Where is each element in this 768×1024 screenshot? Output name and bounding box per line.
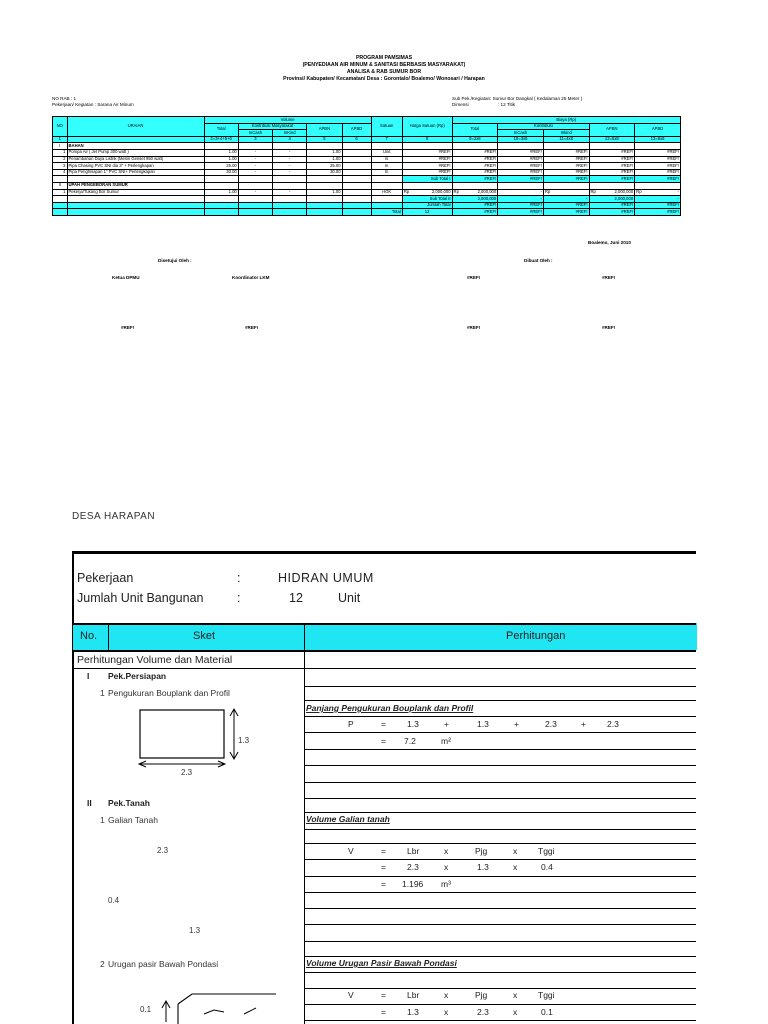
jumlah-colon: :: [237, 591, 241, 605]
cell-uraian: Penambahan Daya Listrik (Mesin Genset 950 watt): [67, 156, 204, 163]
row2-harga: [402, 189, 452, 196]
table-row: [53, 163, 681, 170]
calc3-r1-5: x: [513, 990, 518, 1000]
subtotal1-v1: #REF!: [452, 176, 498, 183]
calc1-r1-4: 1.3: [477, 719, 489, 729]
sec1-title: BAHAN: [67, 143, 204, 150]
row2-biaya-apbd-value: -: [677, 189, 679, 195]
cell-a: #REF!: [498, 163, 544, 170]
row2-rp4: Rp: [590, 189, 596, 195]
grid-line: [305, 859, 696, 860]
cell-b: #REF!: [543, 156, 589, 163]
calc1-r2-0: =: [381, 736, 386, 746]
num-2: 2=3+4+5+6: [204, 136, 238, 143]
calc2-r1-2: Lbr: [407, 846, 420, 856]
cell-harga: #REF!: [402, 163, 452, 170]
sec2-no-lower: II: [87, 798, 92, 808]
subtotal1-label: Sub Total I: [402, 176, 452, 183]
calc1-r2-1: 7.2: [404, 736, 416, 746]
jumlah-total-label: Jumlah Total: [402, 202, 452, 209]
dimensi-label: Dimensi: [452, 102, 469, 107]
calc2-r2-0: =: [381, 862, 386, 872]
header-band: [73, 623, 697, 650]
col-no: No.: [80, 630, 98, 642]
cell-sat: m: [371, 169, 402, 176]
place-date: Boalemo, Juni 2010: [588, 240, 631, 245]
band-top: [72, 623, 696, 625]
calc2-r2-2: x: [444, 862, 449, 872]
cell-d: #REF!: [635, 169, 681, 176]
num-blank: [67, 136, 204, 143]
cell-t: #REF!: [452, 149, 498, 156]
cell-kontrib: -: [273, 169, 307, 176]
dim-e: 1.3: [189, 926, 201, 935]
item2-no: 1: [100, 815, 105, 825]
th-uraian: URAIAN: [67, 117, 204, 137]
top-border: [72, 551, 696, 554]
num-4: 4: [273, 136, 307, 143]
total-label: Total: [371, 209, 402, 216]
dim-d: 0.4: [108, 896, 120, 905]
subtotal1-v3: #REF!: [543, 176, 589, 183]
koordinator-lkm: Koordinator LKM: [232, 275, 270, 280]
cell-blank: [342, 149, 371, 156]
calc3-r1-2: Lbr: [407, 990, 420, 1000]
calc3-r2-4: x: [513, 1007, 518, 1017]
cell-apbn: 1.00: [307, 156, 342, 163]
cell-a: #REF!: [498, 169, 544, 176]
item2-label: Galian Tanah: [108, 815, 158, 825]
calc2-r1-4: Pjg: [475, 846, 488, 856]
cell-d: #REF!: [635, 156, 681, 163]
calc2-r1-1: =: [381, 846, 386, 856]
cell-a: #REF!: [498, 149, 544, 156]
calc3-r1-1: =: [381, 990, 386, 1000]
ref-3: #REF!: [121, 325, 135, 330]
row2-satuan: HOK: [371, 189, 402, 196]
subtotal1-v2: #REF!: [498, 176, 544, 183]
num-11: 11=4x8: [543, 136, 589, 143]
calc2-r2-5: 0.4: [541, 862, 553, 872]
num-10: 10=3x8: [498, 136, 544, 143]
calc1-r2-2: m²: [441, 736, 451, 746]
calc2-title: Volume Galian tanah: [306, 814, 390, 824]
subtotal2-v3: -: [543, 196, 589, 203]
cell-uraian: Pompa Air ( Jet Pump 300 watt ): [67, 149, 204, 156]
calc3-r2-1: 1.3: [407, 1007, 419, 1017]
calc1-r1-1: =: [381, 719, 386, 729]
calc3-r2-3: 2.3: [477, 1007, 489, 1017]
row2-uraian: Pekerja/Tukang Bor Sumur: [67, 189, 204, 196]
cell-t: #REF!: [452, 163, 498, 170]
calc1-r1-2: 1.3: [407, 719, 419, 729]
cell-sat: Unit: [371, 149, 402, 156]
subtotal2-v5: -: [635, 196, 681, 203]
sec1-title-lower: Pek.Persiapan: [108, 671, 167, 681]
grid-line: [305, 798, 696, 799]
grid-line: [305, 812, 696, 813]
grid-line: [305, 686, 696, 687]
num-6: 6: [342, 136, 371, 143]
th-total: Total: [204, 123, 238, 136]
sec2-title-lower: Pek.Tanah: [108, 798, 150, 808]
num-3: 3: [238, 136, 272, 143]
calc2-r2-3: 1.3: [477, 862, 489, 872]
ref-1: #REF!: [467, 275, 481, 280]
cell-harga: #REF!: [402, 149, 452, 156]
pekerjaan-kegiatan: Pekerjaan/ Kegiatan : Sarana Air Minum: [52, 102, 134, 107]
calc3-r1-6: Tggi: [538, 990, 555, 1000]
calc2-r1-6: Tggi: [538, 846, 555, 856]
item1-label: Pengukuran Bouplank dan Profil: [108, 688, 230, 698]
total-num: 12: [402, 209, 452, 216]
cell-b: #REF!: [543, 163, 589, 170]
subtotal2-v2: -: [498, 196, 544, 203]
calc1-r1-0: P: [348, 719, 354, 729]
cell-total: 1.00: [204, 156, 238, 163]
th-harga: Harga Satuan (Rp): [402, 117, 452, 137]
row2-biaya-apbn: [589, 189, 635, 196]
cell-c: #REF!: [589, 156, 635, 163]
row2-biaya-incash: -: [498, 189, 544, 196]
cell-harga: #REF!: [402, 156, 452, 163]
row2-rp5: Rp: [636, 189, 642, 195]
band-div-1: [108, 623, 109, 651]
sub-pekerjaan: Sub Pek./Kegiatan: Sumur Bor Dangkal ( Kedalaman 25 Meter ): [452, 96, 583, 101]
total-v4: #REF!: [589, 209, 635, 216]
grid-line: [305, 924, 696, 925]
ketua-dpmu: Ketua DPMU: [112, 275, 140, 280]
desa-title: DESA HARAPAN: [72, 511, 156, 522]
cell-t: #REF!: [452, 156, 498, 163]
th-biaya-incash: InCash: [498, 130, 544, 137]
th-inkind: InKind: [273, 130, 307, 137]
sketch-urugan: [148, 990, 278, 1024]
pekerjaan-colon: :: [237, 571, 241, 585]
row2-rp: Rp: [403, 189, 410, 195]
cell-b: #REF!: [543, 149, 589, 156]
grid-line: [305, 765, 696, 766]
ref-4: #REF!: [245, 325, 259, 330]
cell-d: #REF!: [635, 163, 681, 170]
dibuat-label: Dibuat Oleh :: [524, 258, 553, 263]
calc2-r2-4: x: [513, 862, 518, 872]
cell-uraian: Pipa Penghisapan 1" PVC SNI+ Perlengkapan: [67, 169, 204, 176]
th-biaya-inkind: Inkind: [543, 130, 589, 137]
cell-kontrib: -: [238, 163, 272, 170]
cell-uraian: Pipa Chasing PVC SNI dia 3" + Perlengkapan: [67, 163, 204, 170]
sec1-no: I: [53, 143, 68, 150]
calc3-r1-0: V: [348, 990, 354, 1000]
cell-blank: [342, 169, 371, 176]
th-apbn: APBN: [307, 123, 342, 136]
pekerjaan-label: Pekerjaan: [77, 571, 134, 585]
cell-c: #REF!: [589, 149, 635, 156]
grid-line: [305, 941, 696, 942]
row2-biaya-total: [452, 189, 498, 196]
calc2-r1-3: x: [444, 846, 449, 856]
cell-kontrib: -: [238, 156, 272, 163]
sec2-no: II: [53, 182, 68, 189]
sec2-title: UPAH PENGEBORAN SUMUR: [67, 182, 204, 189]
calc1-r1-6: 2.3: [545, 719, 557, 729]
band-bottom: [72, 650, 696, 652]
grid-line: [305, 1004, 696, 1005]
cell-blank: [342, 163, 371, 170]
grid-line: [305, 876, 696, 877]
th-no: NO: [53, 117, 68, 137]
doc-title-3: ANALISA & RAB SUMUR BOR: [346, 69, 422, 75]
jumlah-unit: Unit: [338, 591, 361, 605]
subtotal1-v5: #REF!: [635, 176, 681, 183]
table-row: [53, 149, 681, 156]
row2-no: 1: [53, 189, 68, 196]
calc3-r2-2: x: [444, 1007, 449, 1017]
total-v1: #REF!: [452, 209, 498, 216]
no-rab: NO RAB : 1: [52, 96, 76, 101]
calc2-r1-5: x: [513, 846, 518, 856]
calc1-r1-3: +: [444, 719, 449, 729]
th-volume: Volume: [204, 117, 371, 124]
table-row: [53, 189, 681, 196]
calc1-r1-5: +: [514, 719, 519, 729]
num-9: 9=2x8: [452, 136, 498, 143]
row2-apbd: [342, 189, 371, 196]
grid-line: [305, 972, 696, 973]
cell-kontrib: -: [273, 149, 307, 156]
table-row: [53, 156, 681, 163]
section-title: Perhitungan Volume dan Material: [77, 654, 233, 666]
cell-total: 1.00: [204, 149, 238, 156]
cell-kontrib: -: [238, 169, 272, 176]
jumlah-v1: #REF!: [452, 202, 498, 209]
doc-title-1: PROGRAM PAMSIMAS: [355, 55, 413, 61]
row2-biaya-total-value: 2,000,000: [477, 189, 497, 195]
th-biaya: Biaya (Rp): [452, 117, 680, 124]
grid-line: [305, 782, 696, 783]
cell-harga: #REF!: [402, 169, 452, 176]
sketch-rect: [140, 710, 224, 758]
disetujui-label: Disetujui Oleh :: [158, 258, 192, 263]
calc3-r2-5: 0.1: [541, 1007, 553, 1017]
num-7: 7: [371, 136, 402, 143]
total-v5: #REF!: [635, 209, 681, 216]
cell-t: #REF!: [452, 169, 498, 176]
row2-rp2: Rp: [453, 189, 459, 195]
row2-incash: -: [238, 189, 272, 196]
cell-no: 3: [53, 163, 68, 170]
jumlah-v3: #REF!: [543, 202, 589, 209]
calc1-title: Panjang Pengukuran Bouplank dan Profil: [306, 703, 474, 713]
calc1-r1-8: 2.3: [607, 719, 619, 729]
doc-title-4: Provinsi/ Kabupaten/ Kecamatan/ Desa : Gorontalo/ Boalemo/ Wonosari / Harapan: [283, 76, 485, 82]
grid-line: [305, 892, 696, 893]
dim-a: 1.3: [238, 736, 250, 745]
total-v3: #REF!: [543, 209, 589, 216]
num-12: 12=5x8: [589, 136, 635, 143]
cell-a: #REF!: [498, 156, 544, 163]
rab-table: [52, 116, 681, 216]
col-divider: [304, 623, 305, 1024]
jumlah-v4: #REF!: [589, 202, 635, 209]
th-kontribusi: Kontribusi: [498, 123, 589, 130]
row2-apbn: 1.00: [307, 189, 342, 196]
dim-b: 2.3: [181, 768, 193, 777]
subtotal2-v4: 2,000,000: [589, 196, 635, 203]
calc1-r1-7: +: [581, 719, 586, 729]
grid-line: [305, 956, 696, 957]
cell-total: 25.00: [204, 163, 238, 170]
grid-line: [305, 843, 696, 844]
cell-apbn: 1.00: [307, 149, 342, 156]
cell-c: #REF!: [589, 169, 635, 176]
cell-total: 30.00: [204, 169, 238, 176]
grid-line: [305, 829, 696, 830]
total-v2: #REF!: [498, 209, 544, 216]
subtotal2-v1: 2,000,000: [452, 196, 498, 203]
cell-no: 4: [53, 169, 68, 176]
table-row: [53, 169, 681, 176]
th-apbd: APBD: [342, 123, 371, 136]
dim-c: 2.3: [157, 846, 169, 855]
grid-line: [305, 700, 696, 701]
box-top-edge: [178, 994, 276, 1004]
cell-sat: ls: [371, 156, 402, 163]
ref-2: #REF!: [602, 275, 616, 280]
doc-title-2: (PENYEDIAAN AIR MINUM & SANITASI BERBASIS MASYARAKAT): [302, 62, 466, 68]
calc3-r1-3: x: [444, 990, 449, 1000]
row2-rp3: Rp: [544, 189, 551, 195]
arrow-diag-icon: [204, 1010, 224, 1014]
grid-line: [305, 732, 696, 733]
item1-no: 1: [100, 688, 105, 698]
num-5: 5: [307, 136, 342, 143]
cell-b: #REF!: [543, 169, 589, 176]
grid-line: [305, 749, 696, 750]
ref-5: #REF!: [467, 325, 481, 330]
calc2-r1-0: V: [348, 846, 354, 856]
grid-line: [305, 988, 696, 989]
sec1-no-lower: I: [87, 671, 90, 681]
subtotal1-v4: #REF!: [589, 176, 635, 183]
jumlah-value: 12: [289, 591, 303, 605]
calc2-r3-1: 1.196: [402, 879, 424, 889]
jumlah-label: Jumlah Unit Bangunan: [77, 591, 204, 605]
calc2-r2-1: 2.3: [407, 862, 419, 872]
grid-line: [305, 908, 696, 909]
cell-kontrib: -: [273, 156, 307, 163]
calc3-r1-4: Pjg: [475, 990, 488, 1000]
dimensi-value: : 12 Titik: [498, 102, 516, 107]
cell-d: #REF!: [635, 149, 681, 156]
num-13: 13=6x8: [635, 136, 681, 143]
num-8: 8: [402, 136, 452, 143]
dim-f: 0.1: [140, 1005, 152, 1014]
item3-label: Urugan pasir Bawah Pondasi: [108, 959, 219, 969]
grid-line: [305, 716, 696, 717]
row2-biaya-apbn-value: 2,000,000: [614, 189, 634, 195]
cell-kontrib: -: [273, 163, 307, 170]
calc2-r3-2: m³: [441, 879, 451, 889]
row2-biaya-apbd: [635, 189, 681, 196]
th-satuan: Satuan: [371, 117, 402, 137]
th-biaya-apbn: APBN: [589, 123, 635, 136]
row2-harga-value: 2,000,000: [431, 189, 451, 195]
pekerjaan-value: HIDRAN UMUM: [278, 571, 374, 585]
calc3-title: Volume Urugan Pasir Bawah Pondasi: [306, 958, 457, 968]
cell-sat: m: [371, 163, 402, 170]
cell-blank: [342, 156, 371, 163]
th-kontribusi-masyarakat: Kontribusi Masyarakat: [238, 123, 307, 130]
section-line: [72, 668, 696, 669]
num-1: 1: [53, 136, 68, 143]
col-sket: Sket: [193, 630, 216, 642]
jumlah-v5: #REF!: [635, 202, 681, 209]
cell-apbn: 30.00: [307, 169, 342, 176]
left-border: [72, 551, 74, 1024]
subtotal2-label: Sub Total II: [402, 196, 452, 203]
row2-inkind: -: [273, 189, 307, 196]
row2-total: 1.00: [204, 189, 238, 196]
cell-kontrib: -: [238, 149, 272, 156]
row2-biaya-inkind: [543, 189, 589, 196]
cell-apbn: 25.00: [307, 163, 342, 170]
col-perhitungan: Perhitungan: [506, 630, 566, 642]
th-biaya-total: Total: [452, 123, 498, 136]
grid-line: [305, 1020, 696, 1021]
jumlah-v2: #REF!: [498, 202, 544, 209]
th-biaya-apbd: APBD: [635, 123, 681, 136]
cell-c: #REF!: [589, 163, 635, 170]
cell-no: 2: [53, 156, 68, 163]
calc3-r2-0: =: [381, 1007, 386, 1017]
ref-6: #REF!: [602, 325, 616, 330]
th-incash: InCash: [238, 130, 272, 137]
calc2-r3-0: =: [381, 879, 386, 889]
arrow-diag-2-icon: [244, 1008, 256, 1014]
item3-no: 2: [100, 959, 105, 969]
cell-no: 1: [53, 149, 68, 156]
